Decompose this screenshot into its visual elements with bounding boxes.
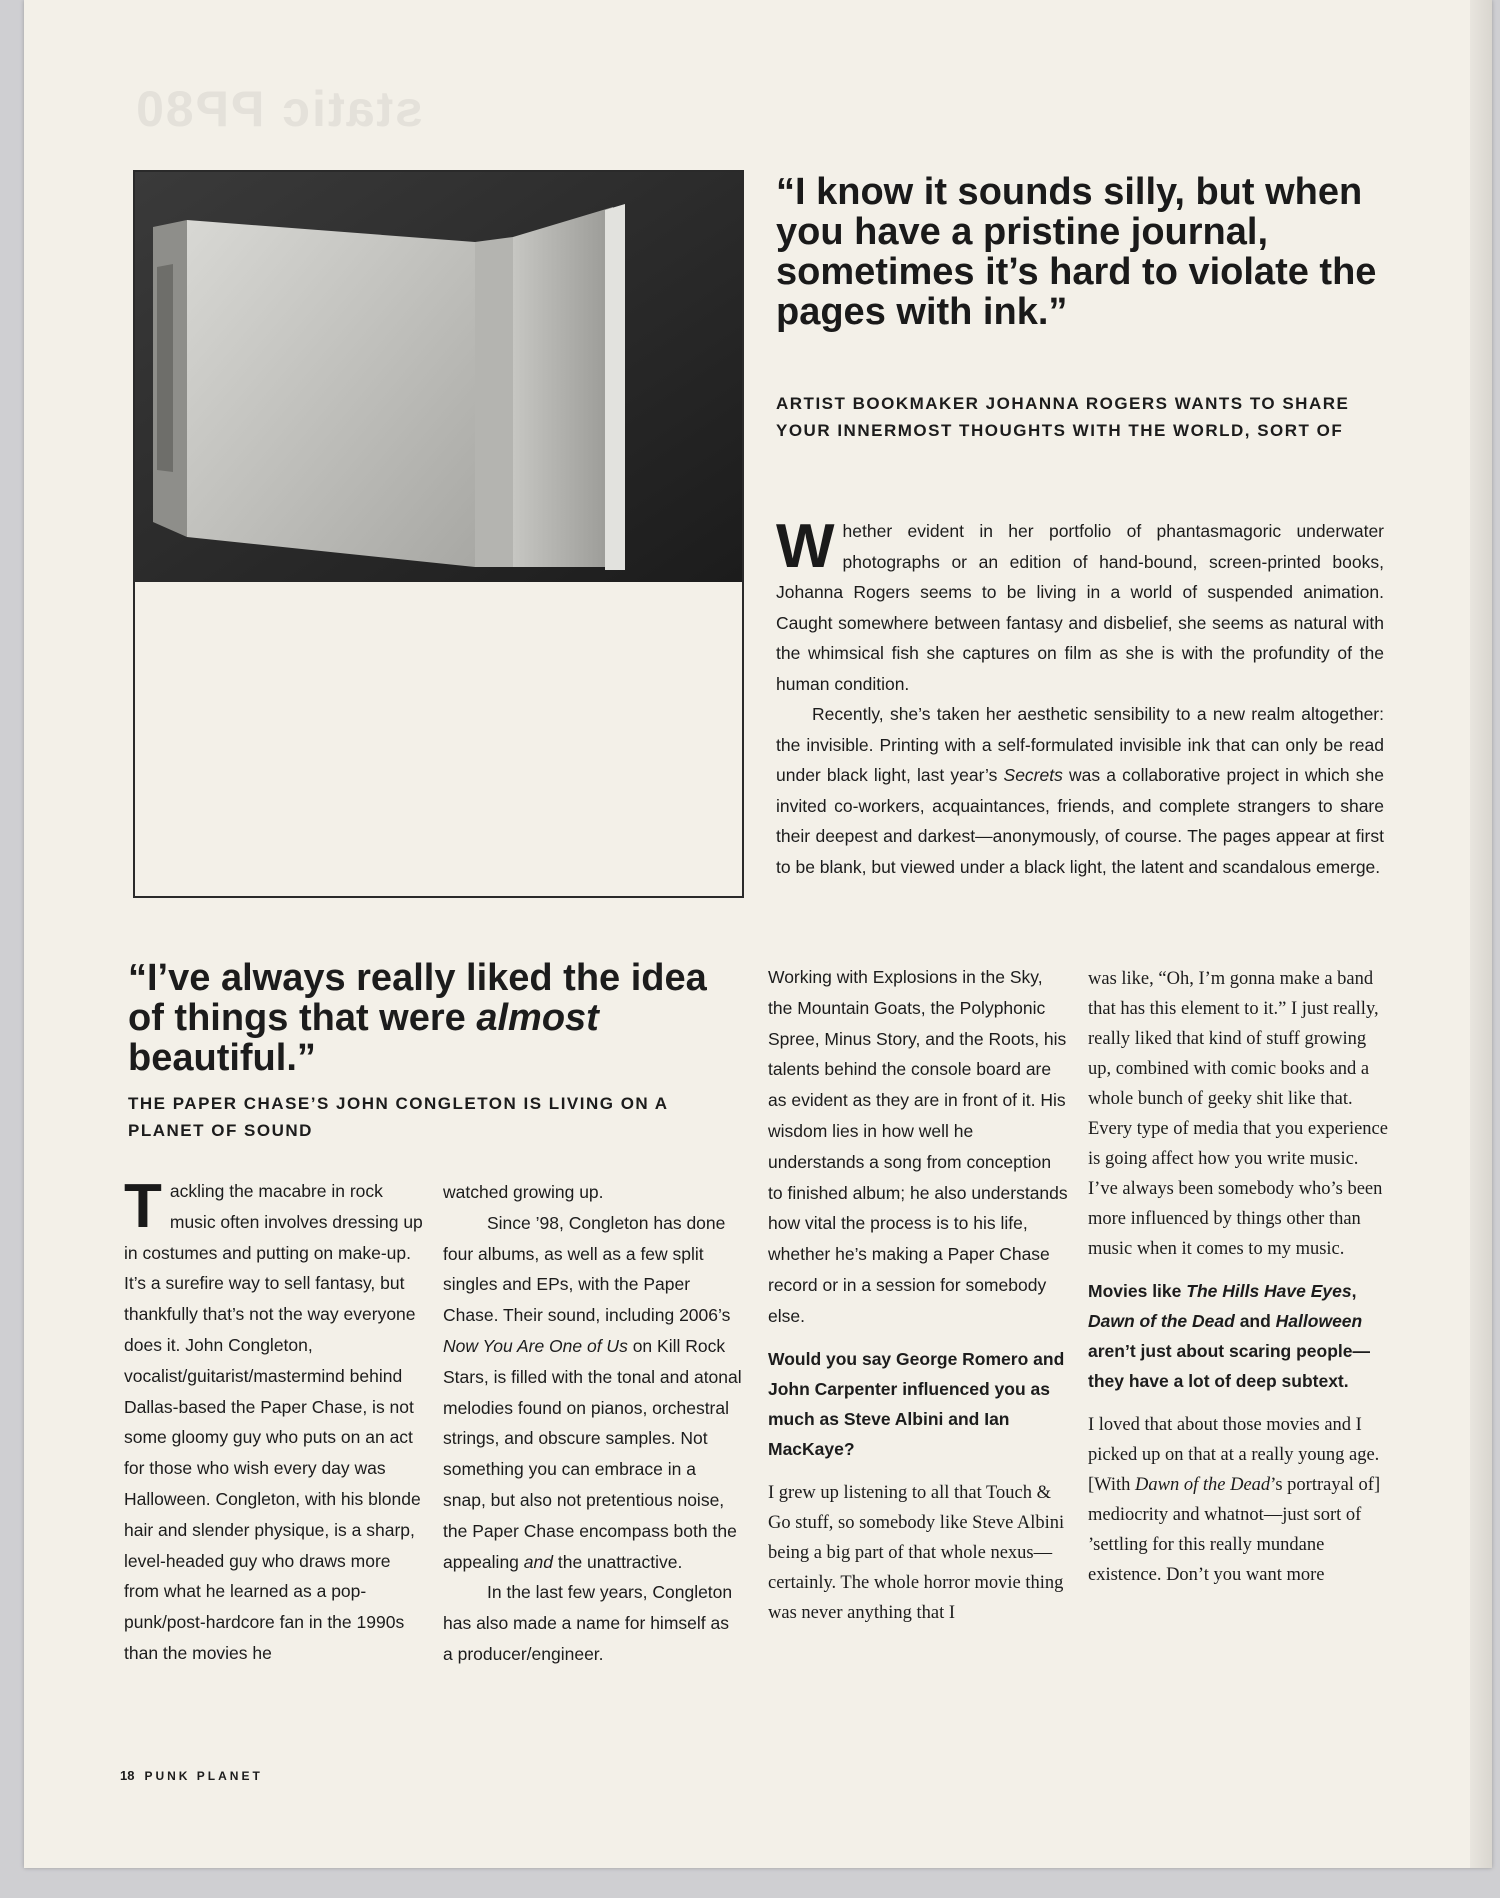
interview-question: Movies like The Hills Have Eyes, Dawn of the Dead and Halloween aren’t just about scaring people—they have a lot of deep subtext.	[1088, 1281, 1370, 1391]
dek-rogers: ARTIST BOOKMAKER JOHANNA ROGERS WANTS TO SHARE YOUR INNERMOST THOUGHTS WITH THE WORLD, SORT OF	[776, 394, 1350, 440]
interview-question: Would you say George Romero and John Carpenter influenced you as much as Steve Albini and Ian MacKaye?	[768, 1348, 1065, 1459]
paragraph: Recently, she’s taken her aesthetic sensibility to a new realm altogether: the invisible. Printing with a self-formulated invisible ink that can only be read under black light, last year’s Secrets was a collaborative project in which she invited co-workers, acquaintances, friends, and complete strangers to share their deepest and darkest—anonymously, of course. The pages appear at first to be blank, but viewed under a black light, the latent and scandalous emerge.	[776, 704, 1384, 877]
photo-frame	[133, 170, 744, 898]
book-box-photo	[135, 172, 742, 582]
column-4	[1088, 964, 1388, 1590]
dek-congleton: THE PAPER CHASE’S JOHN CONGLETON IS LIVING ON A PLANET OF SOUND	[128, 1094, 668, 1140]
interview-answer: was like, “Oh, I’m gonna make a band that has this element to it.” I just really, really liked that kind of stuff growing up, combined with comic books and a whole bunch of geeky shit like that. Every type of media that you experience is going affect how you write music. I’ve always been somebody who’s been more influenced by things other than music when it comes to my music.	[1088, 969, 1388, 1259]
magazine-page	[24, 0, 1492, 1868]
page-edge	[1470, 0, 1492, 1868]
column-1: Tackling the macabre in rock music often involves dressing up in costumes and putting on make-up. It’s a surefire way to sell fantasy, but thankfully that’s not the way everyone does it. John Congleton, vocalist/guitarist/mastermind behind Dallas-based the Paper Chase, is not some gloomy guy who puts on an act for those who wish every day was Halloween. Congleton, with his blonde hair and slender physique, is a sharp, level-headed guy who draws more from what he learned as a pop-punk/post-hardcore fan in the 1990s than the movies he	[124, 1172, 423, 1663]
article-rogers-body	[776, 512, 1384, 882]
drop-cap: T	[124, 1172, 162, 1241]
pull-quote-rogers: “I know it sounds silly, but when you have a pristine journal, sometimes it’s hard to violate the pages with ink.”	[776, 171, 1377, 333]
folio	[120, 1768, 263, 1783]
bleed-through-text: static PP80	[134, 81, 423, 137]
drop-cap: W	[776, 512, 835, 581]
paragraph: Whether evident in her portfolio of phantasmagoric underwater photographs or an edition of hand-bound, screen-printed books, Johanna Rogers seems to be living in a world of suspended animation. Caught somewhere between fantasy and disbelief, she seems as natural with the whimsical fish she captures on film as she is with the profundity of the human condition.	[776, 512, 1384, 694]
column-3: Working with Explosions in the Sky, the Mountain Goats, the Polyphonic Spree, Minus Story, and the Roots, his talents behind the console board are as evident as they are in front of it. His wisdom lies in how well he understands a song from conception to finished album; he also understands how vital the process is to his life, whether he’s making a Paper Chase record or in a session for somebody else. Would you say George Romero and John Carpenter influenced you as much as Steve Albini and Ian MacKaye? I grew up listening to all that Touch & Go stuff, so somebody like Steve Albini being a big part of that whole nexus—certainly. The whole horror movie thing was never anything that I	[768, 962, 1068, 1628]
interview-answer: I loved that about those movies and I picked up on that at a really young age. [With Dawn of the Dead’s portrayal of] mediocrity and whatnot—just sort of ’settling for this really mundane existence. Don’t you want more	[1088, 1415, 1381, 1585]
interview-answer: I grew up listening to all that Touch & Go stuff, so somebody like Steve Albini being a big part of that whole nexus—certainly. The whole horror movie thing was never anything that I	[768, 1482, 1065, 1623]
column-2: watched growing up. Since ’98, Congleton has done four albums, as well as a few split singles and EPs, with the Paper Chase. Their sound, including 2006’s Now You Are One of Us on Kill Rock Stars, is filled with the tonal and atonal melodies found on pianos, orchestral strings, and obscure samples. Not something you can embrace in a snap, but also not pretentious noise, the Paper Chase encompass both the appealing and the unattractive. In the last few years, Congleton has also made a name for himself as a producer/engineer.	[443, 1182, 742, 1664]
page-number: 18	[120, 1768, 135, 1783]
pull-quote-congleton: “I’ve always really liked the idea of things that were almost beautiful.”	[128, 957, 707, 1079]
magazine-name: PUNK PLANET	[144, 1769, 263, 1783]
